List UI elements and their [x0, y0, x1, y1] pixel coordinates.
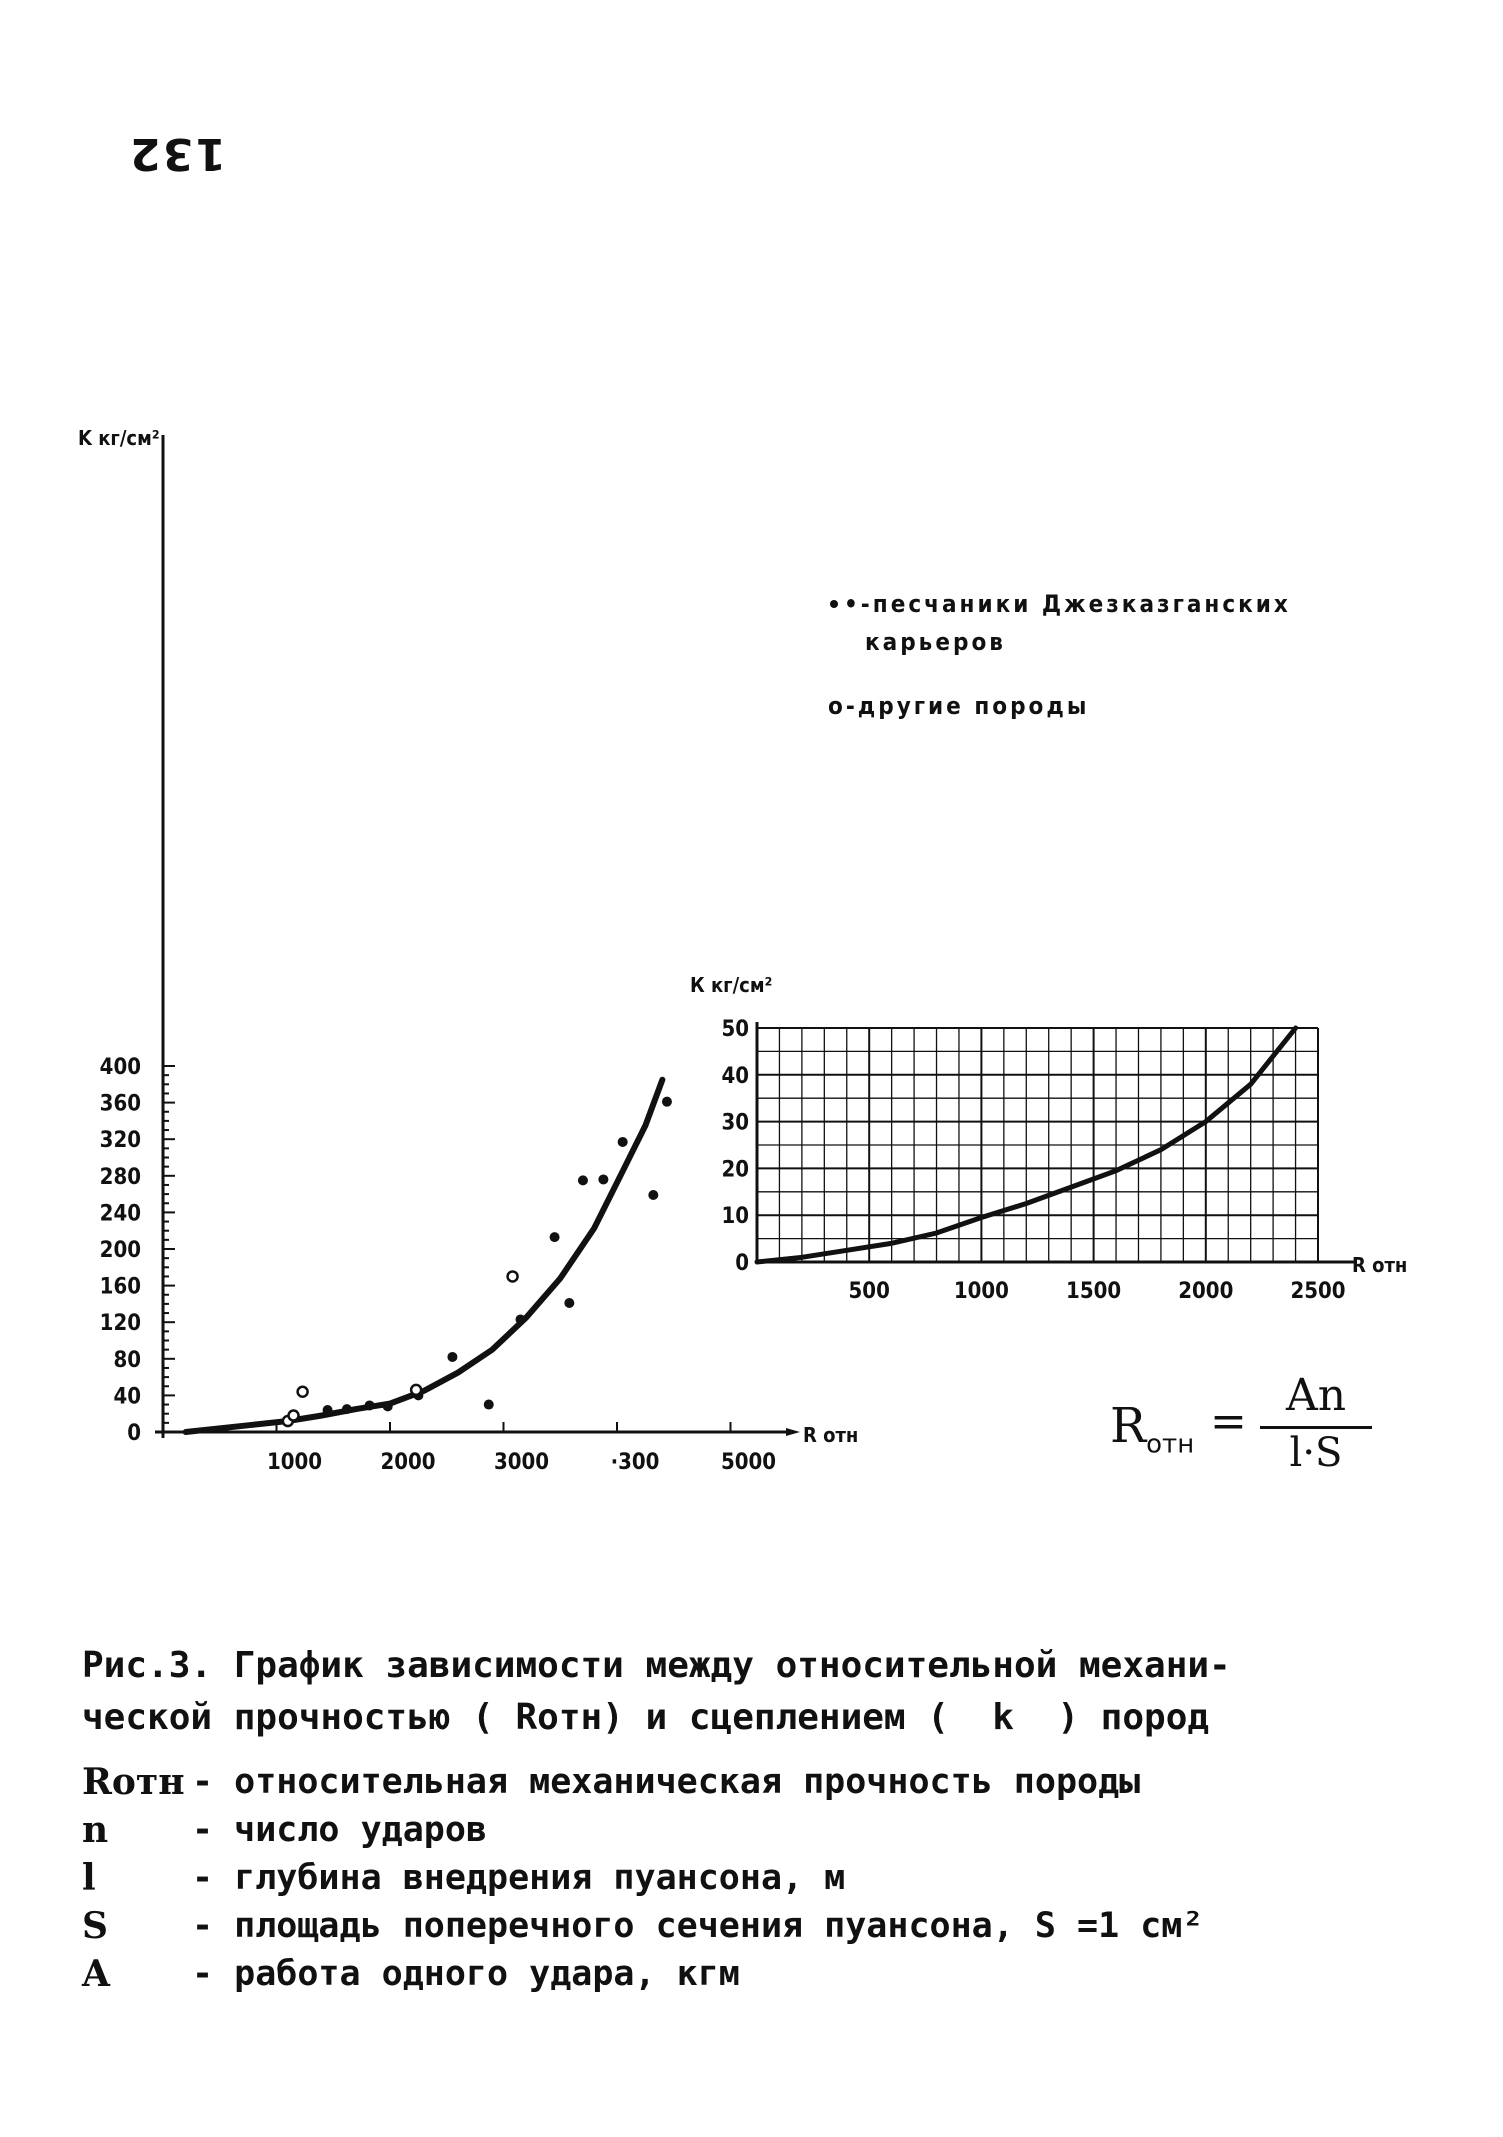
y-tick-label: 40: [113, 1384, 141, 1410]
definition-text: - работа одного удара, кгм: [192, 1954, 740, 1994]
y-tick-label: 120: [99, 1311, 141, 1337]
data-point-filled: [342, 1404, 352, 1414]
y-tick-label: 160: [99, 1274, 141, 1300]
data-point-filled: [447, 1352, 457, 1362]
x-tick-label: 2000: [380, 1450, 436, 1475]
definition-text: - относительная механическая прочность породы: [192, 1762, 1141, 1802]
y-axis-label: K кг/см²: [78, 426, 160, 450]
inset-y-tick-label: 0: [735, 1251, 749, 1276]
data-point-filled: [662, 1097, 672, 1107]
formula-denominator: l·S: [1289, 1430, 1343, 1476]
definition-text: - глубина внедрения пуансона, м: [192, 1858, 846, 1898]
fit-curve: [186, 1080, 663, 1432]
inset-x-tick-label: 1500: [1066, 1279, 1122, 1304]
data-point-filled: [516, 1314, 526, 1324]
y-tick-label: 320: [99, 1128, 141, 1154]
data-point-open: [411, 1385, 421, 1395]
definition-symbol: S: [82, 1905, 108, 1947]
x-tick-label: 1000: [266, 1450, 323, 1475]
caption-line-2: ческой прочностью ( Rотн) и сцеплением ( k ) пород: [82, 1697, 1210, 1738]
figure-caption: [82, 1640, 1382, 1998]
x-tick-label: 3000: [493, 1450, 550, 1475]
inset-x-tick-label: 2500: [1290, 1279, 1346, 1304]
y-tick-label: 360: [99, 1091, 141, 1117]
data-point-open: [298, 1387, 308, 1397]
data-point-filled: [484, 1400, 494, 1410]
definition-row: [82, 1950, 1382, 1998]
x-tick-label: ·300: [610, 1450, 660, 1475]
formula-equals: =: [1210, 1396, 1247, 1447]
x-axis-label: R отн: [803, 1423, 859, 1447]
inset-y-tick-label: 50: [721, 1017, 749, 1042]
data-point-open: [289, 1411, 299, 1421]
definition-text: - число ударов: [192, 1810, 488, 1850]
formula-fraction-bar: [1260, 1426, 1372, 1429]
definition-row: [82, 1854, 1382, 1902]
y-tick-label: 280: [99, 1164, 141, 1190]
inset-y-tick-label: 40: [721, 1063, 749, 1089]
data-point-filled: [564, 1298, 574, 1308]
data-point-filled: [648, 1190, 658, 1200]
formula-lhs: $R_{отн}$: [1110, 1398, 1195, 1460]
inset-x-tick-label: 500: [848, 1279, 890, 1304]
x-axis-arrow: [786, 1428, 800, 1436]
data-point-filled: [598, 1174, 608, 1184]
legend-filled-label-line1: •-песчаники Джезказганских: [844, 590, 1291, 618]
y-tick-label: 240: [99, 1201, 141, 1227]
data-point-filled: [578, 1175, 588, 1185]
caption-line-1: Рис.3. График зависимости между относительной механи-: [82, 1645, 1231, 1686]
data-point-filled: [550, 1232, 560, 1242]
data-point-filled: [618, 1137, 628, 1147]
inset-y-tick-label: 10: [721, 1204, 749, 1230]
y-tick-label: 400: [99, 1055, 141, 1080]
y-tick-label: 200: [99, 1238, 141, 1263]
definition-symbol: A: [82, 1953, 110, 1995]
inset-y-tick-label: 20: [721, 1157, 749, 1183]
legend-open-label: o-другие породы: [828, 692, 1090, 720]
legend-filled-label-line2: карьеров: [865, 628, 1006, 656]
definition-row: [82, 1902, 1382, 1950]
data-point-open: [508, 1271, 518, 1281]
data-point-filled: [365, 1400, 375, 1410]
data-point-filled: [323, 1405, 333, 1415]
legend: [828, 590, 1291, 720]
definition-symbol: Rотн: [82, 1761, 185, 1803]
main-chart: [78, 426, 858, 1475]
definition-row: [82, 1806, 1382, 1854]
inset-y-tick-label: 30: [721, 1110, 749, 1136]
formula-numerator: An: [1285, 1370, 1347, 1421]
formula: [1110, 1370, 1370, 1480]
inset-chart: [690, 973, 1407, 1304]
inset-x-tick-label: 2000: [1178, 1279, 1234, 1304]
inset-x-axis-label: R отн: [1352, 1253, 1408, 1277]
definition-text: - площадь поперечного сечения пуансона, S =1 см²: [192, 1906, 1204, 1946]
legend-filled-marker: [830, 600, 838, 608]
data-point-filled: [383, 1401, 393, 1411]
definition-row: [82, 1758, 1382, 1806]
x-tick-label: 5000: [720, 1450, 777, 1475]
definition-symbol: l: [82, 1857, 96, 1899]
y-tick-label: 80: [113, 1347, 141, 1373]
definition-symbol: n: [82, 1809, 109, 1851]
y-tick-label: 0: [127, 1421, 141, 1446]
inset-y-axis-label: К кг/см²: [690, 973, 773, 997]
inset-x-tick-label: 1000: [953, 1279, 1009, 1304]
page-number: 132: [128, 128, 226, 179]
